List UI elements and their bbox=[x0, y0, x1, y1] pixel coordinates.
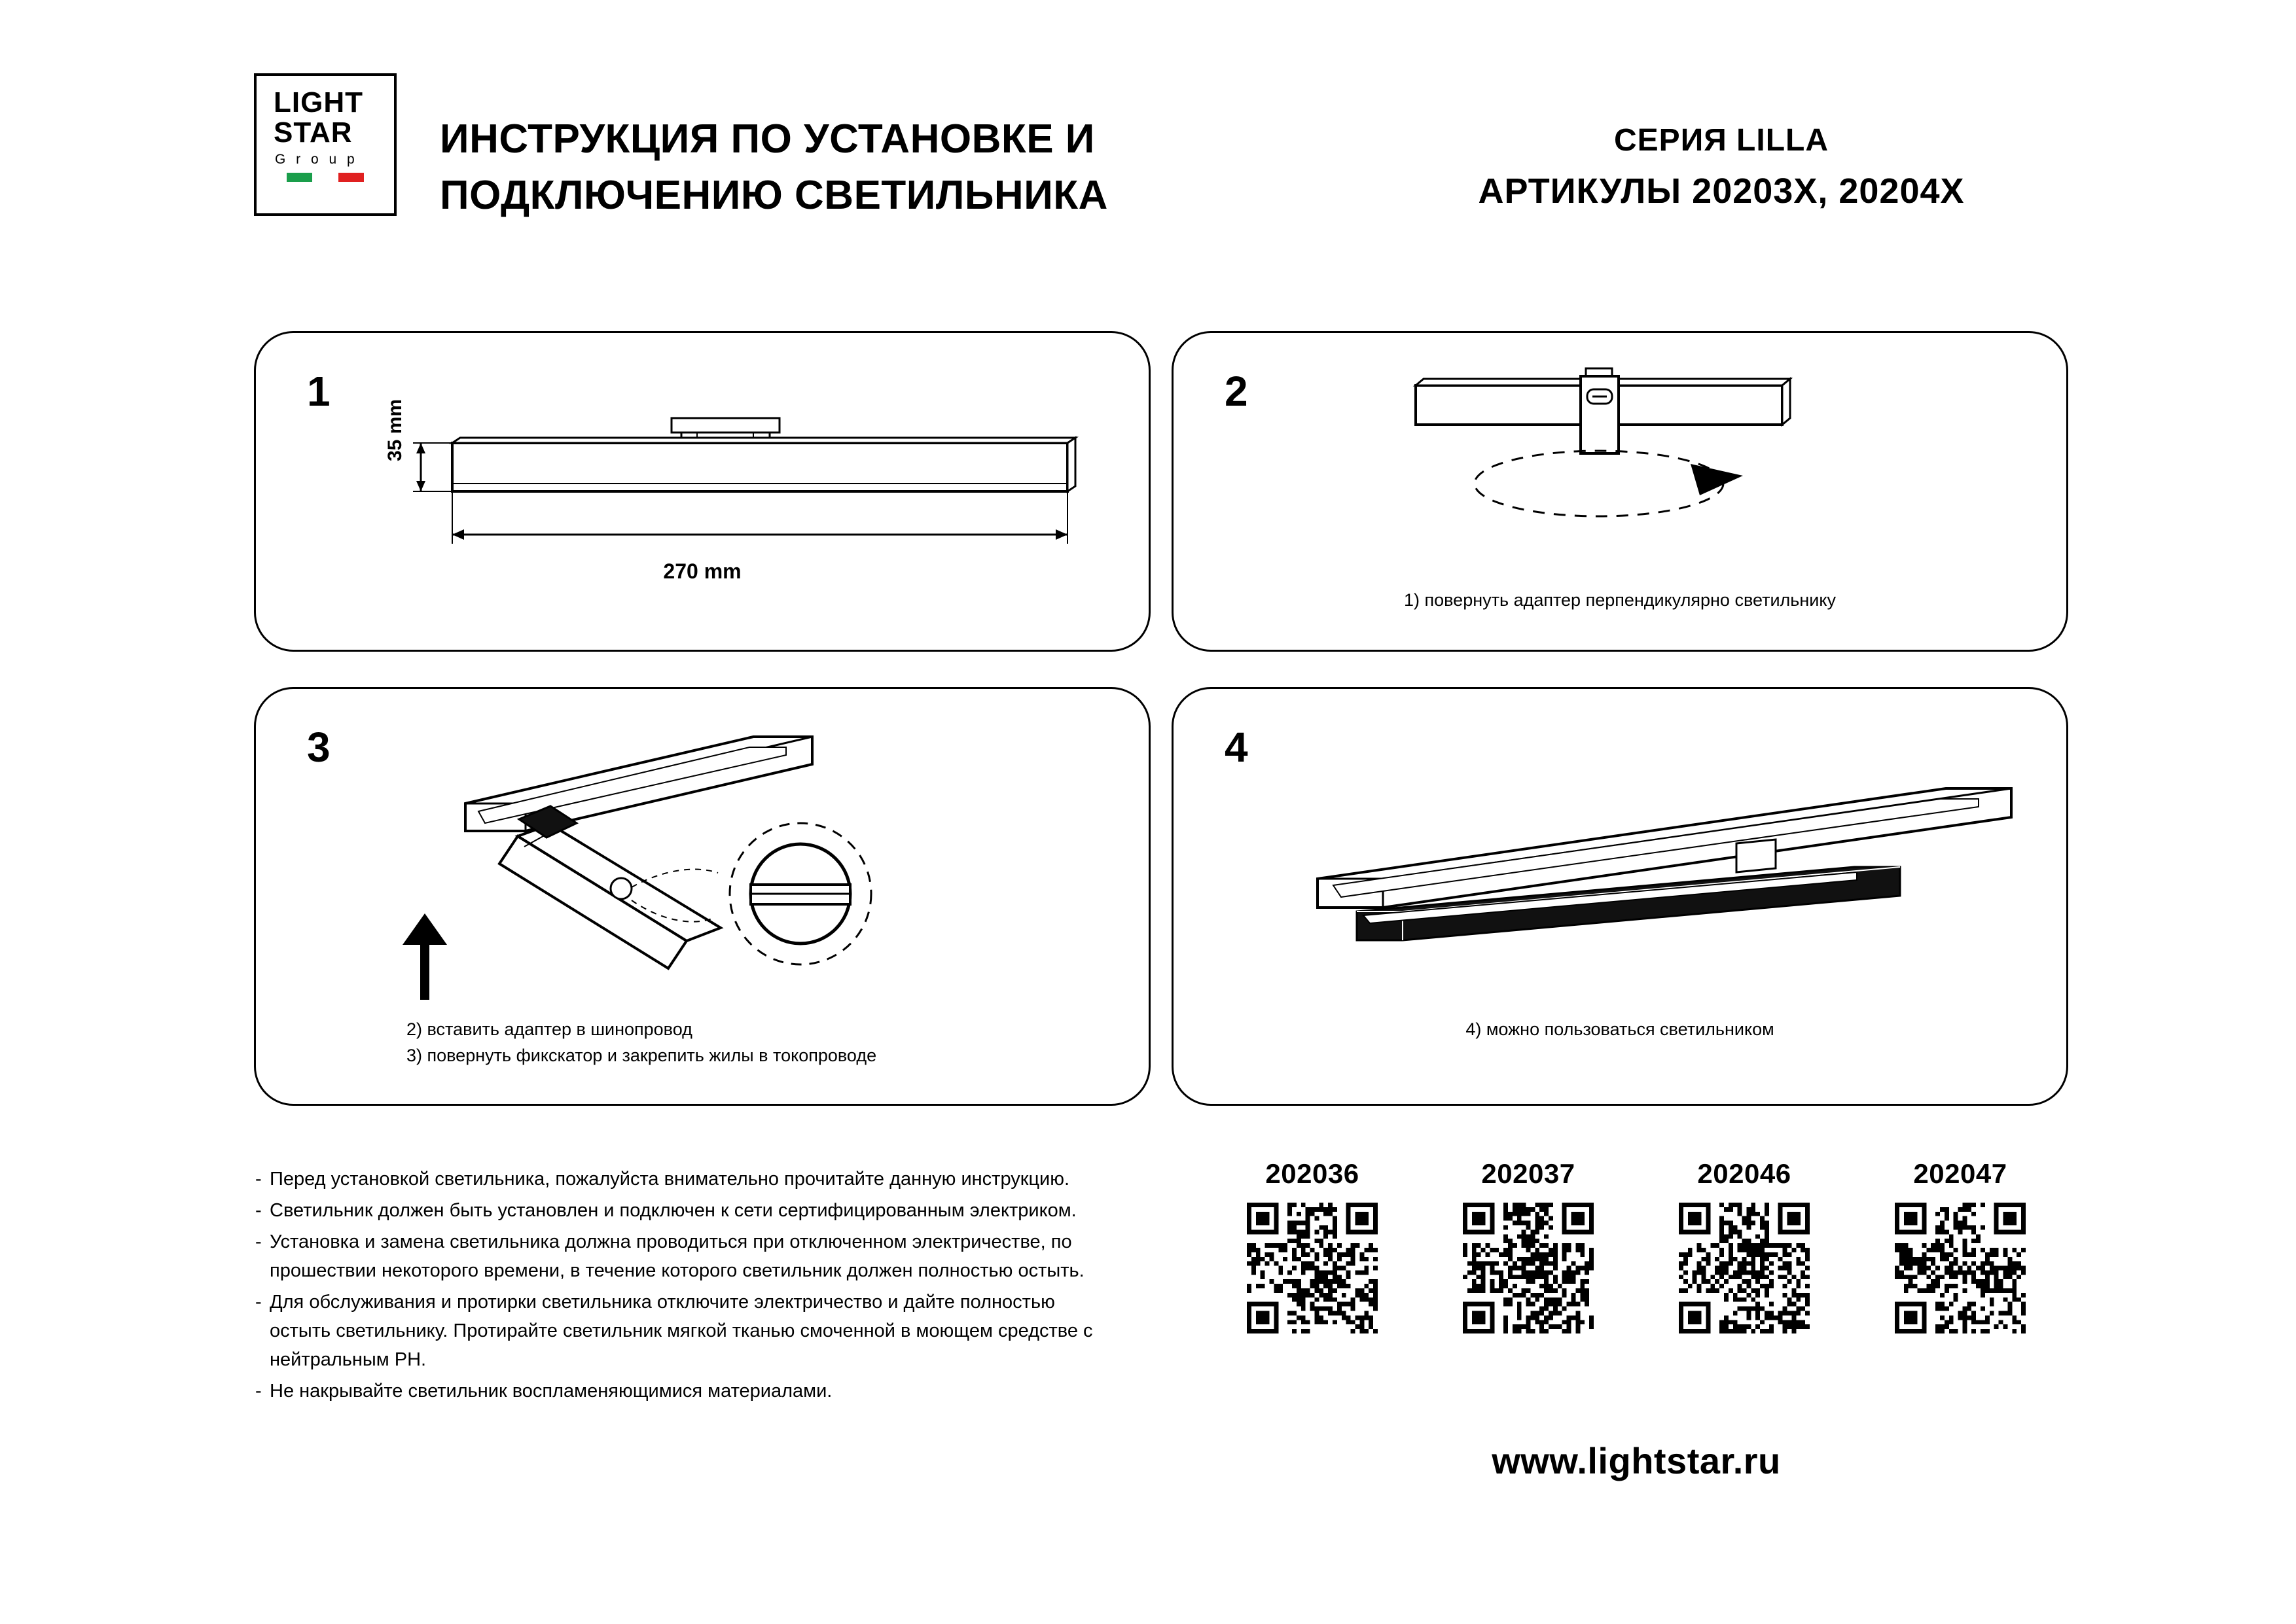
qr-label: 202037 bbox=[1481, 1158, 1575, 1189]
qr-code-icon[interactable] bbox=[1679, 1203, 1810, 1333]
insert-adapter-diagram bbox=[354, 725, 1126, 1039]
step-panel-2 bbox=[1172, 331, 2068, 652]
qr-code-icon[interactable] bbox=[1463, 1203, 1594, 1333]
step-panel-1 bbox=[254, 331, 1151, 652]
list-item bbox=[255, 1288, 1119, 1374]
bullet-dash: - bbox=[255, 1381, 262, 1402]
qr-code-row bbox=[1230, 1158, 2042, 1333]
website-url[interactable]: www.lightstar.ru bbox=[1492, 1440, 1781, 1481]
article-numbers: АРТИКУЛЫ 20203Х, 20204Х bbox=[1478, 171, 1965, 211]
qr-code-icon[interactable] bbox=[1895, 1203, 2026, 1333]
note-text: Для обслуживания и протирки светильника отключите электричество и дайте полностью остыть светильнику. Протирайте светильник мягкой тканью смоченной в моющем средстве с нейтральным РН. bbox=[270, 1292, 1093, 1370]
list-item bbox=[255, 1377, 1119, 1405]
bullet-dash: - bbox=[255, 1231, 262, 1252]
qr-item[interactable] bbox=[1662, 1158, 1826, 1333]
logo-text-group: G r o u p bbox=[275, 152, 358, 167]
note-text: Установка и замена светильника должна проводиться при отключенном электричестве, по прошествии некоторого времени, в течение которого светильник должен полностью остыть. bbox=[270, 1231, 1085, 1281]
note-text: Перед установкой светильника, пожалуйста внимательно прочитайте данную инструкцию. bbox=[270, 1169, 1070, 1190]
qr-item[interactable] bbox=[1230, 1158, 1394, 1333]
bullet-dash: - bbox=[255, 1200, 262, 1221]
bullet-dash: - bbox=[255, 1292, 262, 1313]
qr-label: 202047 bbox=[1913, 1158, 2007, 1189]
installed-fixture-diagram bbox=[1278, 761, 2037, 1010]
qr-label: 202036 bbox=[1265, 1158, 1359, 1189]
qr-item[interactable] bbox=[1446, 1158, 1610, 1333]
list-item bbox=[255, 1227, 1119, 1285]
step-3-caption-line-2: 3) повернуть фикскатор и закрепить жилы в токопроводе bbox=[406, 1046, 877, 1065]
step-number-2: 2 bbox=[1225, 368, 1248, 415]
safety-notes-list bbox=[255, 1165, 1119, 1408]
step-2-caption: 1) повернуть адаптер перпендикулярно светильнику bbox=[1404, 590, 1836, 610]
note-text: Светильник должен быть установлен и подключен к сети сертифицированным электриком. bbox=[270, 1200, 1077, 1221]
dimension-width-label: 270 mm bbox=[663, 559, 742, 583]
series-name: СЕРИЯ LILLA bbox=[1614, 123, 1829, 158]
page-title bbox=[440, 111, 1422, 224]
step-number-1: 1 bbox=[307, 368, 331, 415]
step-panel-4 bbox=[1172, 687, 2068, 1106]
step-4-caption: 4) можно пользоваться светильником bbox=[1465, 1019, 1774, 1039]
brand-logo bbox=[254, 73, 397, 216]
title-line-2: ПОДКЛЮЧЕНИЮ СВЕТИЛЬНИКА bbox=[440, 173, 1108, 218]
qr-label: 202046 bbox=[1697, 1158, 1791, 1189]
logo-text-star: STAR bbox=[274, 116, 353, 149]
title-line-1: ИНСТРУКЦИЯ ПО УСТАНОВКЕ И bbox=[440, 116, 1095, 162]
step-number-4: 4 bbox=[1225, 724, 1248, 771]
qr-item[interactable] bbox=[1878, 1158, 2042, 1333]
step-number-3: 3 bbox=[307, 724, 331, 771]
list-item bbox=[255, 1196, 1119, 1225]
series-info bbox=[1329, 116, 2114, 217]
logo-text-light: LIGHT bbox=[274, 86, 363, 118]
note-text: Не накрывайте светильник воспламеняющимися материалами. bbox=[270, 1381, 833, 1402]
adapter-rotate-diagram bbox=[1324, 359, 2018, 575]
list-item bbox=[255, 1165, 1119, 1193]
step-3-caption-line-1: 2) вставить адаптер в шинопровод bbox=[406, 1019, 692, 1039]
italian-flag-icon bbox=[287, 173, 364, 182]
page-header bbox=[0, 0, 2296, 288]
dimension-height-label: 35 mm bbox=[384, 398, 406, 461]
bullet-dash: - bbox=[255, 1169, 262, 1190]
qr-code-icon[interactable] bbox=[1247, 1203, 1378, 1333]
step-panel-3 bbox=[254, 687, 1151, 1106]
